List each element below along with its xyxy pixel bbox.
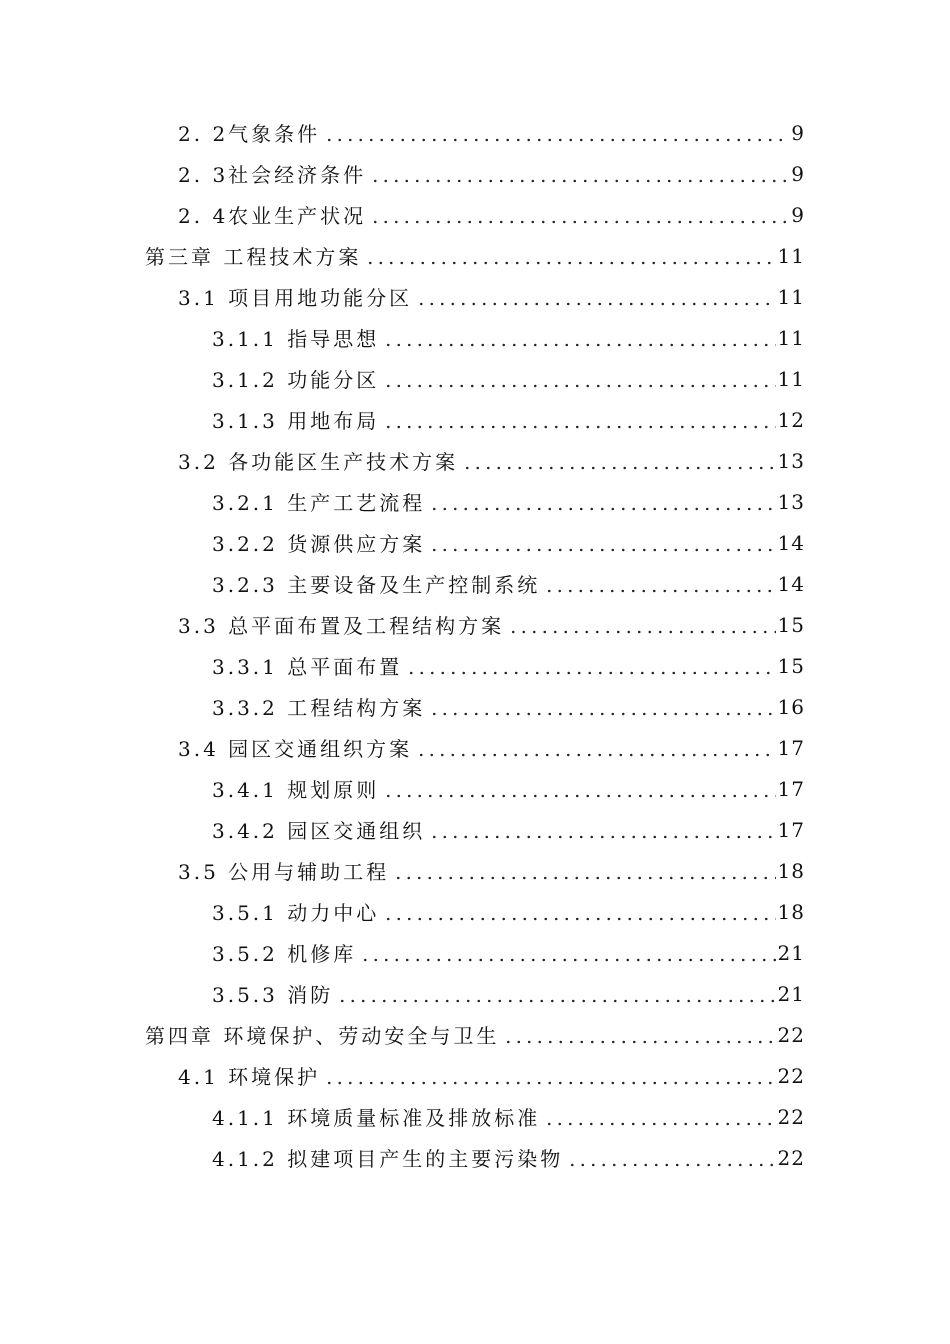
- toc-entry-page: 16: [777, 694, 805, 719]
- toc-subentry[interactable]: [0, 399, 805, 440]
- toc-entry-page: 22: [777, 1145, 805, 1170]
- toc-entry-page: 11: [777, 366, 805, 391]
- toc-subentry[interactable]: [0, 932, 805, 973]
- toc-entry-page: 18: [777, 858, 805, 883]
- table-of-contents: [0, 112, 950, 1178]
- toc-entry-label: 第三章 工程技术方案: [145, 241, 363, 270]
- dot-leader: [370, 164, 789, 184]
- dot-leader: [383, 369, 775, 389]
- toc-chapter-entry[interactable]: [0, 1014, 805, 1055]
- toc-entry-page: 15: [777, 612, 805, 637]
- toc-entry-label: 2. 2气象条件: [178, 118, 322, 147]
- toc-entry-label: 3.5 公用与辅助工程: [178, 856, 391, 885]
- toc-subentry[interactable]: [0, 1096, 805, 1137]
- toc-entry-page: 14: [777, 571, 805, 596]
- toc-entry-label: 4.1.1 环境质量标准及排放标准: [212, 1102, 542, 1131]
- dot-leader: [324, 1066, 775, 1086]
- toc-entry-label: 3.2.2 货源供应方案: [212, 528, 427, 557]
- toc-entry-label: 3.1.1 指导思想: [212, 323, 381, 352]
- toc-entry-label: 4.1 环境保护: [178, 1061, 322, 1090]
- toc-entry[interactable]: [0, 153, 805, 194]
- dot-leader: [383, 410, 775, 430]
- dot-leader: [462, 451, 775, 471]
- toc-entry-page: 14: [777, 530, 805, 555]
- toc-entry-label: 3.1 项目用地功能分区: [178, 282, 414, 311]
- toc-entry-label: 3.4 园区交通组织方案: [178, 733, 414, 762]
- toc-entry[interactable]: [0, 112, 805, 153]
- dot-leader: [324, 123, 789, 143]
- dot-leader: [416, 287, 775, 307]
- toc-subentry[interactable]: [0, 358, 805, 399]
- toc-entry[interactable]: [0, 850, 805, 891]
- toc-entry-page: 21: [777, 940, 805, 965]
- toc-entry-label: 4.1.2 拟建项目产生的主要污染物: [212, 1143, 565, 1172]
- toc-entry-page: 13: [777, 448, 805, 473]
- dot-leader: [503, 1025, 775, 1045]
- toc-entry-label: 3.3.1 总平面布置: [212, 651, 404, 680]
- dot-leader: [360, 943, 775, 963]
- toc-subentry[interactable]: [0, 891, 805, 932]
- toc-subentry[interactable]: [0, 645, 805, 686]
- toc-entry-label: 3.2 各功能区生产技术方案: [178, 446, 460, 475]
- toc-entry-label: 3.4.2 园区交通组织: [212, 815, 427, 844]
- toc-entry-page: 9: [791, 161, 805, 186]
- dot-leader: [383, 902, 775, 922]
- toc-entry[interactable]: [0, 440, 805, 481]
- toc-entry-label: 3.1.2 功能分区: [212, 364, 381, 393]
- toc-entry-page: 22: [777, 1063, 805, 1088]
- dot-leader: [370, 205, 789, 225]
- toc-entry-page: 13: [777, 489, 805, 514]
- dot-leader: [365, 246, 775, 266]
- dot-leader: [429, 492, 775, 512]
- toc-entry-label: 第四章 环境保护、劳动安全与卫生: [145, 1020, 501, 1049]
- toc-entry[interactable]: [0, 194, 805, 235]
- dot-leader: [567, 1148, 775, 1168]
- toc-subentry[interactable]: [0, 317, 805, 358]
- toc-entry-page: 21: [777, 981, 805, 1006]
- toc-entry-label: 3.4.1 规划原则: [212, 774, 381, 803]
- dot-leader: [429, 533, 775, 553]
- dot-leader: [337, 984, 775, 1004]
- toc-subentry[interactable]: [0, 686, 805, 727]
- toc-entry-label: 3.5.3 消防: [212, 979, 335, 1008]
- toc-subentry[interactable]: [0, 1137, 805, 1178]
- toc-entry-label: 3.3.2 工程结构方案: [212, 692, 427, 721]
- toc-entry-label: 3.1.3 用地布局: [212, 405, 381, 434]
- toc-entry-page: 9: [791, 120, 805, 145]
- dot-leader: [429, 697, 775, 717]
- toc-entry-page: 11: [777, 325, 805, 350]
- dot-leader: [383, 328, 775, 348]
- toc-entry-label: 3.5.2 机修库: [212, 938, 358, 967]
- toc-subentry[interactable]: [0, 768, 805, 809]
- toc-entry-page: 15: [777, 653, 805, 678]
- toc-subentry[interactable]: [0, 809, 805, 850]
- dot-leader: [429, 820, 775, 840]
- toc-entry-page: 17: [777, 776, 805, 801]
- toc-entry-page: 12: [777, 407, 805, 432]
- toc-entry[interactable]: [0, 604, 805, 645]
- toc-entry[interactable]: [0, 1055, 805, 1096]
- toc-entry-label: 3.2.1 生产工艺流程: [212, 487, 427, 516]
- toc-entry-page: 18: [777, 899, 805, 924]
- toc-subentry[interactable]: [0, 563, 805, 604]
- toc-entry[interactable]: [0, 276, 805, 317]
- toc-subentry[interactable]: [0, 522, 805, 563]
- dot-leader: [393, 861, 775, 881]
- toc-entry-label: 3.5.1 动力中心: [212, 897, 381, 926]
- toc-entry-page: 22: [777, 1104, 805, 1129]
- toc-entry-page: 17: [777, 817, 805, 842]
- toc-entry-label: 2. 4农业生产状况: [178, 200, 368, 229]
- dot-leader: [544, 574, 775, 594]
- dot-leader: [508, 615, 775, 635]
- dot-leader: [416, 738, 775, 758]
- toc-entry-page: 22: [777, 1022, 805, 1047]
- dot-leader: [544, 1107, 775, 1127]
- toc-entry-page: 17: [777, 735, 805, 760]
- toc-chapter-entry[interactable]: [0, 235, 805, 276]
- toc-subentry[interactable]: [0, 973, 805, 1014]
- toc-entry-page: 11: [777, 243, 805, 268]
- dot-leader: [406, 656, 775, 676]
- toc-subentry[interactable]: [0, 481, 805, 522]
- toc-entry-label: 3.2.3 主要设备及生产控制系统: [212, 569, 542, 598]
- toc-entry-label: 2. 3社会经济条件: [178, 159, 368, 188]
- toc-entry-page: 11: [777, 284, 805, 309]
- toc-entry[interactable]: [0, 727, 805, 768]
- toc-entry-label: 3.3 总平面布置及工程结构方案: [178, 610, 506, 639]
- toc-entry-page: 9: [791, 202, 805, 227]
- dot-leader: [383, 779, 775, 799]
